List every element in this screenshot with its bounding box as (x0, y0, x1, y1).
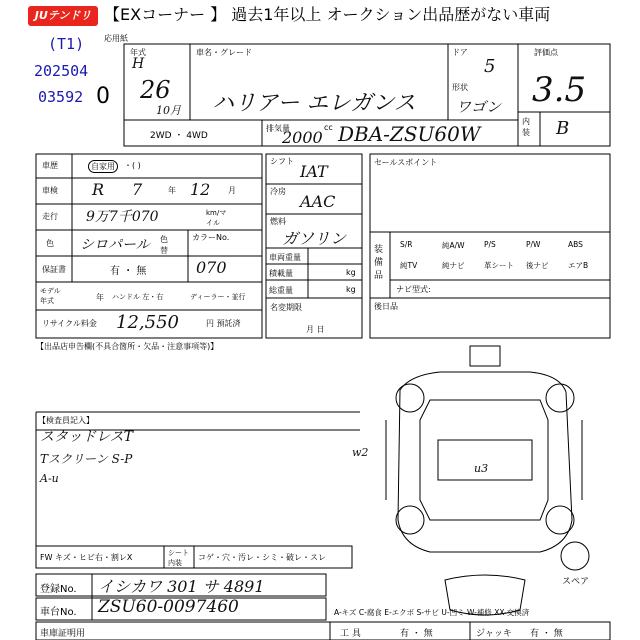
equipment-item: ABS (568, 240, 583, 249)
damage-legend: A-キズ C-腐食 E-エクボ S-サビ U-凹ミ W-補修 XX-交換済 (334, 608, 530, 617)
seat-label: シート内装 (168, 549, 189, 567)
history-label: 車歴 (42, 161, 58, 170)
jack-value: 有 ・ 無 (530, 629, 563, 639)
inspector-label: 【検査員記入】 (38, 416, 94, 425)
shaken-month-label: 月 (228, 186, 236, 195)
era-value: H (132, 56, 145, 72)
reg-label: 登録No. (40, 584, 77, 595)
lot-number: 03592 (38, 88, 84, 106)
score-value: 3.5 (532, 70, 587, 110)
model-year-label: モデル年式 (40, 287, 61, 305)
month-value: 10月 (156, 104, 181, 117)
equipment-item: 純A/W (442, 241, 465, 250)
shaken-era: R (92, 180, 105, 199)
shift-label: シフト (270, 157, 294, 166)
recycle-label: リサイクル料金 (42, 319, 97, 328)
name-change-label: 名変期限 (270, 303, 302, 312)
navi-label: ナビ型式: (396, 285, 431, 294)
equipment-item: S/R (400, 240, 413, 249)
equipment-item: P/W (526, 240, 541, 249)
shaken-month: 12 (190, 180, 211, 199)
reg-value: イシカワ 301 サ 4891 (98, 577, 265, 596)
shape-label: 形状 (452, 83, 468, 92)
color-no-label: カラーNo. (192, 233, 230, 242)
fuel-label: 燃料 (270, 217, 286, 226)
lot-digit: 0 (96, 84, 110, 109)
cc-label: cc (324, 123, 333, 132)
dealer-label: ディーラー・並行 (190, 293, 246, 301)
history-value: 自家用 (88, 160, 118, 173)
notes-label: 後日品 (374, 302, 398, 311)
equipment-item: 革シート (484, 261, 514, 270)
exhibitor-label: 【出品店申告欄(不具合箇所・欠品・注意事項等)】 (36, 342, 219, 351)
displacement-value: 2000 (282, 128, 323, 147)
warranty-label: 保証書 (42, 265, 66, 274)
door-label: ドア (452, 48, 468, 57)
header-title: 【EXコーナー 】 過去1年以上 オークション出品歴がない車両 (104, 5, 551, 24)
shaken-year-label: 年 (168, 186, 176, 195)
warranty-value: 有 ・ 無 (110, 266, 147, 277)
kg-label-2: kg (346, 285, 356, 294)
mileage-unit: km/マイル (206, 209, 227, 227)
recycle-value: 12,550 (116, 312, 179, 333)
interior-value: B (556, 118, 570, 139)
shape-value: ワゴン (456, 98, 502, 116)
jack-label: ジャッキ (476, 629, 512, 639)
total-weight-label: 総重量 (269, 286, 293, 295)
seat-marks: コゲ・穴・汚レ・シミ・破レ・スレ (198, 553, 326, 562)
door-value: 5 (484, 56, 496, 77)
brand-logo: JUテンドリ (28, 6, 98, 26)
equipment-item: エアB (568, 261, 589, 270)
drive-label: 2WD ・ 4WD (150, 131, 208, 141)
recycle-unit: 円 預託済 (206, 319, 241, 328)
handle-label: ハンドル 左・右 (112, 293, 164, 301)
fuel-value: ガソリン (282, 229, 347, 248)
mileage-label: 走行 (42, 212, 58, 221)
year-label: 年式 (130, 48, 146, 57)
displacement-label: 排気量 (266, 124, 290, 133)
tools-label: 工 具 (340, 629, 361, 639)
shaken-label: 車検 (42, 186, 58, 195)
chassis-label: 車台No. (40, 607, 77, 618)
damage-u3: u3 (474, 462, 489, 475)
model-value: DBA-ZSU60W (338, 122, 481, 146)
tools-value: 有 ・ 無 (400, 629, 433, 639)
kg-label: kg (346, 268, 356, 277)
model-year-unit: 年 (96, 293, 104, 302)
chassis-value: ZSU60-0097460 (98, 597, 239, 617)
selling-points-label: セールスポイント (374, 158, 438, 167)
name-change-date: 月 日 (306, 325, 325, 334)
color-label: 色 (46, 239, 54, 248)
weight-label: 車両重量 (269, 253, 301, 262)
lot-tag: (T1) (48, 35, 85, 53)
lot-date: 202504 (34, 62, 89, 80)
history-rest: ・( ) (124, 161, 141, 170)
fw-label: FW キズ・ヒビ右・割レX (40, 553, 133, 562)
mileage-value: 9万7千070 (86, 209, 159, 225)
ac-value: AAC (300, 192, 336, 211)
name-value: ハリアー エレガンス (212, 91, 416, 116)
load-label: 積載量 (269, 269, 293, 278)
equipment-item: 純ナビ (442, 261, 465, 270)
cert-label: 車庫証明用 (40, 629, 86, 639)
inspector-line-2: Tスクリーン S-P (40, 452, 133, 466)
name-label: 車名・グレード (196, 48, 252, 57)
equipment-item: P/S (484, 240, 496, 249)
inspector-line-3: A-u (40, 472, 59, 485)
color-value: シロパール (80, 237, 150, 253)
usage-label: 応用紙 (104, 34, 128, 43)
interior-label: 内装 (522, 117, 530, 137)
equipment-label: 装備品 (374, 245, 384, 281)
shift-value: IAT (300, 162, 328, 181)
year-value: 26 (140, 76, 171, 104)
shaken-year: 7 (132, 180, 143, 199)
color-change-label: 色替 (160, 235, 168, 255)
damage-w2: w2 (352, 446, 369, 459)
ac-label: 冷房 (270, 187, 286, 196)
equipment-item: 純TV (400, 261, 418, 270)
spare-label: スペア (562, 577, 590, 587)
equipment-item: 後ナビ (526, 261, 549, 270)
score-label: 評価点 (534, 48, 558, 57)
color-no-value: 070 (196, 258, 227, 277)
inspector-line-1: スタッドレスT (40, 429, 133, 445)
